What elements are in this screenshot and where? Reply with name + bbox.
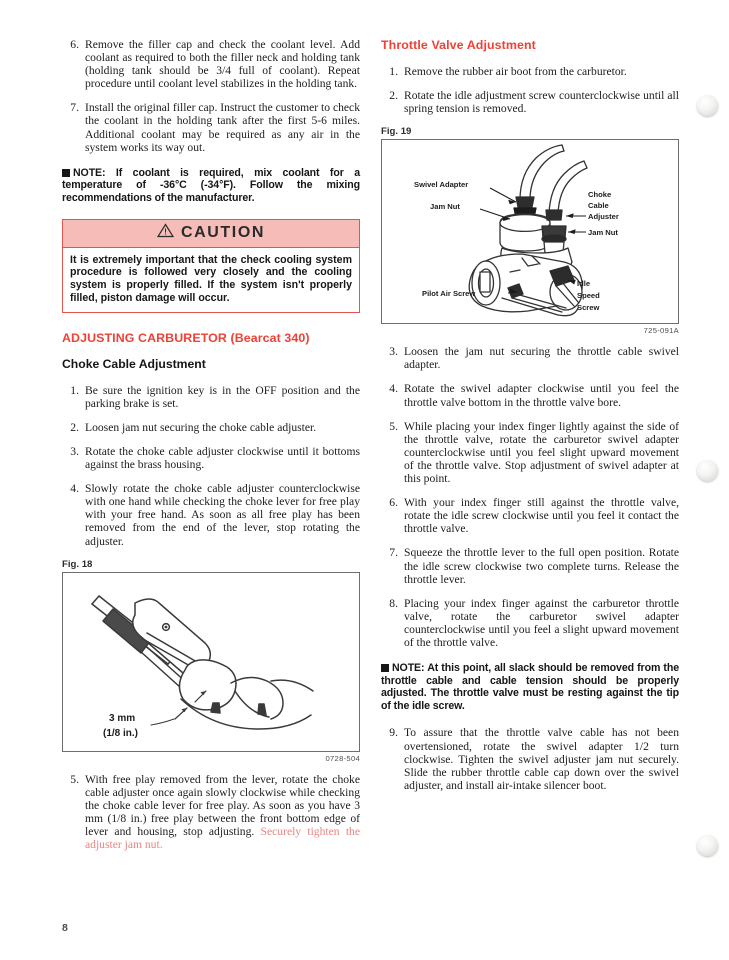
left-column (62, 38, 360, 862)
warning-triangle-icon (157, 223, 174, 243)
figure-19-callout-swivel-adapter: Swivel Adapter (414, 180, 469, 190)
binder-hole (697, 835, 718, 856)
list-item-number: 4. (70, 482, 79, 496)
right-column (381, 38, 679, 803)
list-item (381, 597, 679, 649)
list-item-number: 5. (389, 419, 398, 433)
list-item-text: Rotate the idle adjustment screw counterclockwise until all spring tension is removed. (404, 89, 679, 116)
list-item-text-emphasis: Securely tighten the adjuster jam nut. (85, 825, 360, 852)
figure-19-box (381, 139, 679, 324)
list-item-text: To assure that the throttle valve cable has not been overtensioned, rotate the swivel adapter 1/2 turn clockwise. Tighten the swivel adjuster jam nut securely. Slide the rubber throttle cable cap down over the swivel adjuster, and install air-intake silencer boot. (404, 726, 679, 792)
list-item-text: Remove the filler cap and check the coolant level. Add coolant as required to both the filler neck and holding tank (holding tank should be 3/4 full of coolant). Repeat procedure until coolant level stabilizes in the holding tank. (85, 38, 360, 91)
figure-19-callout-idle: Idle (577, 279, 591, 289)
list-item-number: 1. (389, 65, 398, 78)
list-item (62, 421, 360, 434)
left-steps-top (62, 38, 360, 154)
list-item-text: Slowly rotate the choke cable adjuster counterclockwise with one hand while checking the choke lever for free play with your free hand. As soon as all free play has been removed from the end of the lever, stop rotating the adjuster. (85, 482, 360, 548)
list-item (62, 38, 360, 90)
caution-box (62, 219, 360, 313)
list-item-text: Rotate the choke cable adjuster clockwise until it bottoms against the brass housing. (85, 445, 360, 472)
page-number: 8 (62, 922, 68, 934)
right-steps-top (381, 65, 679, 115)
list-item-number: 6. (70, 38, 79, 51)
list-item-text: Rotate the swivel adapter clockwise until you feel the throttle valve bottom in the throttle valve bore. (404, 382, 679, 409)
list-item (381, 345, 679, 371)
list-item-number: 8. (389, 596, 398, 610)
list-item-text: Loosen the jam nut securing the throttle cable swivel adapter. (404, 345, 679, 372)
list-item-number: 9. (389, 726, 398, 740)
left-steps-choke (62, 384, 360, 548)
list-item (62, 384, 360, 410)
note-text: NOTE: If coolant is required, mix coolant for a temperature of -36°C (-34°F). Follow the mixing recommendations of the manufacturer. (62, 166, 360, 204)
note-coolant (62, 167, 360, 205)
list-item-text: Placing your index finger against the carburetor throttle valve, rotate the carburetor swivel adapter counterclockwise until you feel a slight upward movement of the throttle valve. (404, 596, 679, 649)
list-item (381, 726, 679, 791)
list-item-text: Remove the rubber air boot from the carburetor. (404, 65, 627, 78)
note-throttle (381, 662, 679, 712)
list-item-number: 7. (70, 101, 79, 115)
subsection-heading-choke-cable: Choke Cable Adjustment (62, 356, 206, 371)
section-heading-throttle-valve: Throttle Valve Adjustment (381, 38, 536, 52)
figure-18-box (62, 572, 360, 752)
list-item-text: Install the original filler cap. Instruct the customer to check the coolant in the holding tank after the first 5-6 miles. Additional coolant may be required as any air in the system works its way out. (85, 101, 360, 154)
figure-18-diagram (63, 573, 359, 751)
list-item-number: 2. (70, 420, 79, 434)
list-item (381, 89, 679, 115)
binder-hole (697, 95, 718, 116)
figure-19-callout-adjuster: Adjuster (588, 212, 619, 222)
list-item-number: 5. (70, 772, 79, 786)
list-item-text: Be sure the ignition key is in the OFF position and the parking brake is set. (85, 383, 360, 410)
figure-19-callout-speed: Speed (577, 291, 600, 301)
left-step-5 (62, 773, 360, 852)
section-heading-adjusting-carburetor: ADJUSTING CARBURETOR (Bearcat 340) (62, 330, 310, 345)
figure-19-diagram (382, 140, 678, 323)
figure-19-callout-jam-nut-right: Jam Nut (588, 228, 618, 238)
list-item-text: Squeeze the throttle lever to the full open position. Rotate the idle screw clockwise two complete turns. Release the throttle lever. (404, 546, 679, 586)
list-item-number: 6. (389, 496, 398, 510)
list-item-text: With your index finger still against the throttle valve, rotate the idle screw clockwise until you feel it contact the throttle valve. (404, 496, 679, 536)
caution-body: It is extremely important that the check cooling system procedure is followed very closely and the cooling system is properly filled. If the system isn't properly filled, piston damage will occur. (70, 253, 352, 304)
figure-18-callout-inches: (1/8 in.) (103, 727, 139, 739)
list-item (381, 546, 679, 585)
figure-18-callout-3mm: 3 mm (109, 712, 136, 724)
binder-hole (697, 460, 718, 481)
caution-title: CAUTION (180, 223, 266, 241)
list-item-text: While placing your index finger lightly against the side of the throttle valve, rotate the carburetor swivel adapter counterclockwise until you feel slight upward movement of the throttle valve. Stop adjustment of swivel adapter at this point. (404, 419, 679, 486)
figure-19-label: Fig. 19 (381, 126, 412, 138)
figure-19-code: 725-091A (643, 326, 679, 336)
list-item-number: 2. (389, 89, 398, 103)
list-item (381, 420, 679, 485)
list-item-text: Loosen jam nut securing the choke cable adjuster. (85, 420, 317, 434)
figure-18-label: Fig. 18 (62, 558, 93, 570)
figure-19-callout-screw: Screw (577, 303, 600, 313)
list-item (62, 773, 360, 852)
list-item (62, 101, 360, 153)
list-item (381, 65, 679, 78)
figure-19-callout-choke: Choke (588, 190, 612, 200)
right-steps-rest (381, 345, 679, 649)
list-item-text: With free play removed from the lever, rotate the choke cable adjuster once again slowly clockwise while checking the choke cable lever for free play. As soon as you have 3 mm (1/8 in.) free play between the front bottom edge of lever and housing, stop adjusting. (85, 772, 360, 839)
figure-19-callout-pilot-air-screw: Pilot Air Screw (422, 289, 476, 299)
note-square-icon (62, 169, 70, 177)
list-item-number: 3. (389, 345, 398, 359)
list-item (381, 496, 679, 535)
list-item (62, 445, 360, 471)
list-item-number: 1. (70, 383, 79, 397)
figure-18-code: 0728-504 (325, 753, 360, 763)
right-step-9 (381, 726, 679, 791)
figure-19-callout-jam-nut-left: Jam Nut (430, 202, 460, 212)
caution-header (63, 220, 359, 248)
figure-19-callout-cable: Cable (588, 201, 609, 211)
list-item-number: 3. (70, 445, 79, 458)
list-item-number: 4. (389, 382, 398, 396)
list-item (381, 382, 679, 408)
note-square-icon (381, 664, 389, 672)
list-item-number: 7. (389, 546, 398, 560)
note-text: NOTE: At this point, all slack should be removed from the throttle cable and cable tension should be properly adjusted. The throttle valve must be resting against the tip of the idle screw. (381, 662, 679, 712)
list-item (62, 482, 360, 547)
